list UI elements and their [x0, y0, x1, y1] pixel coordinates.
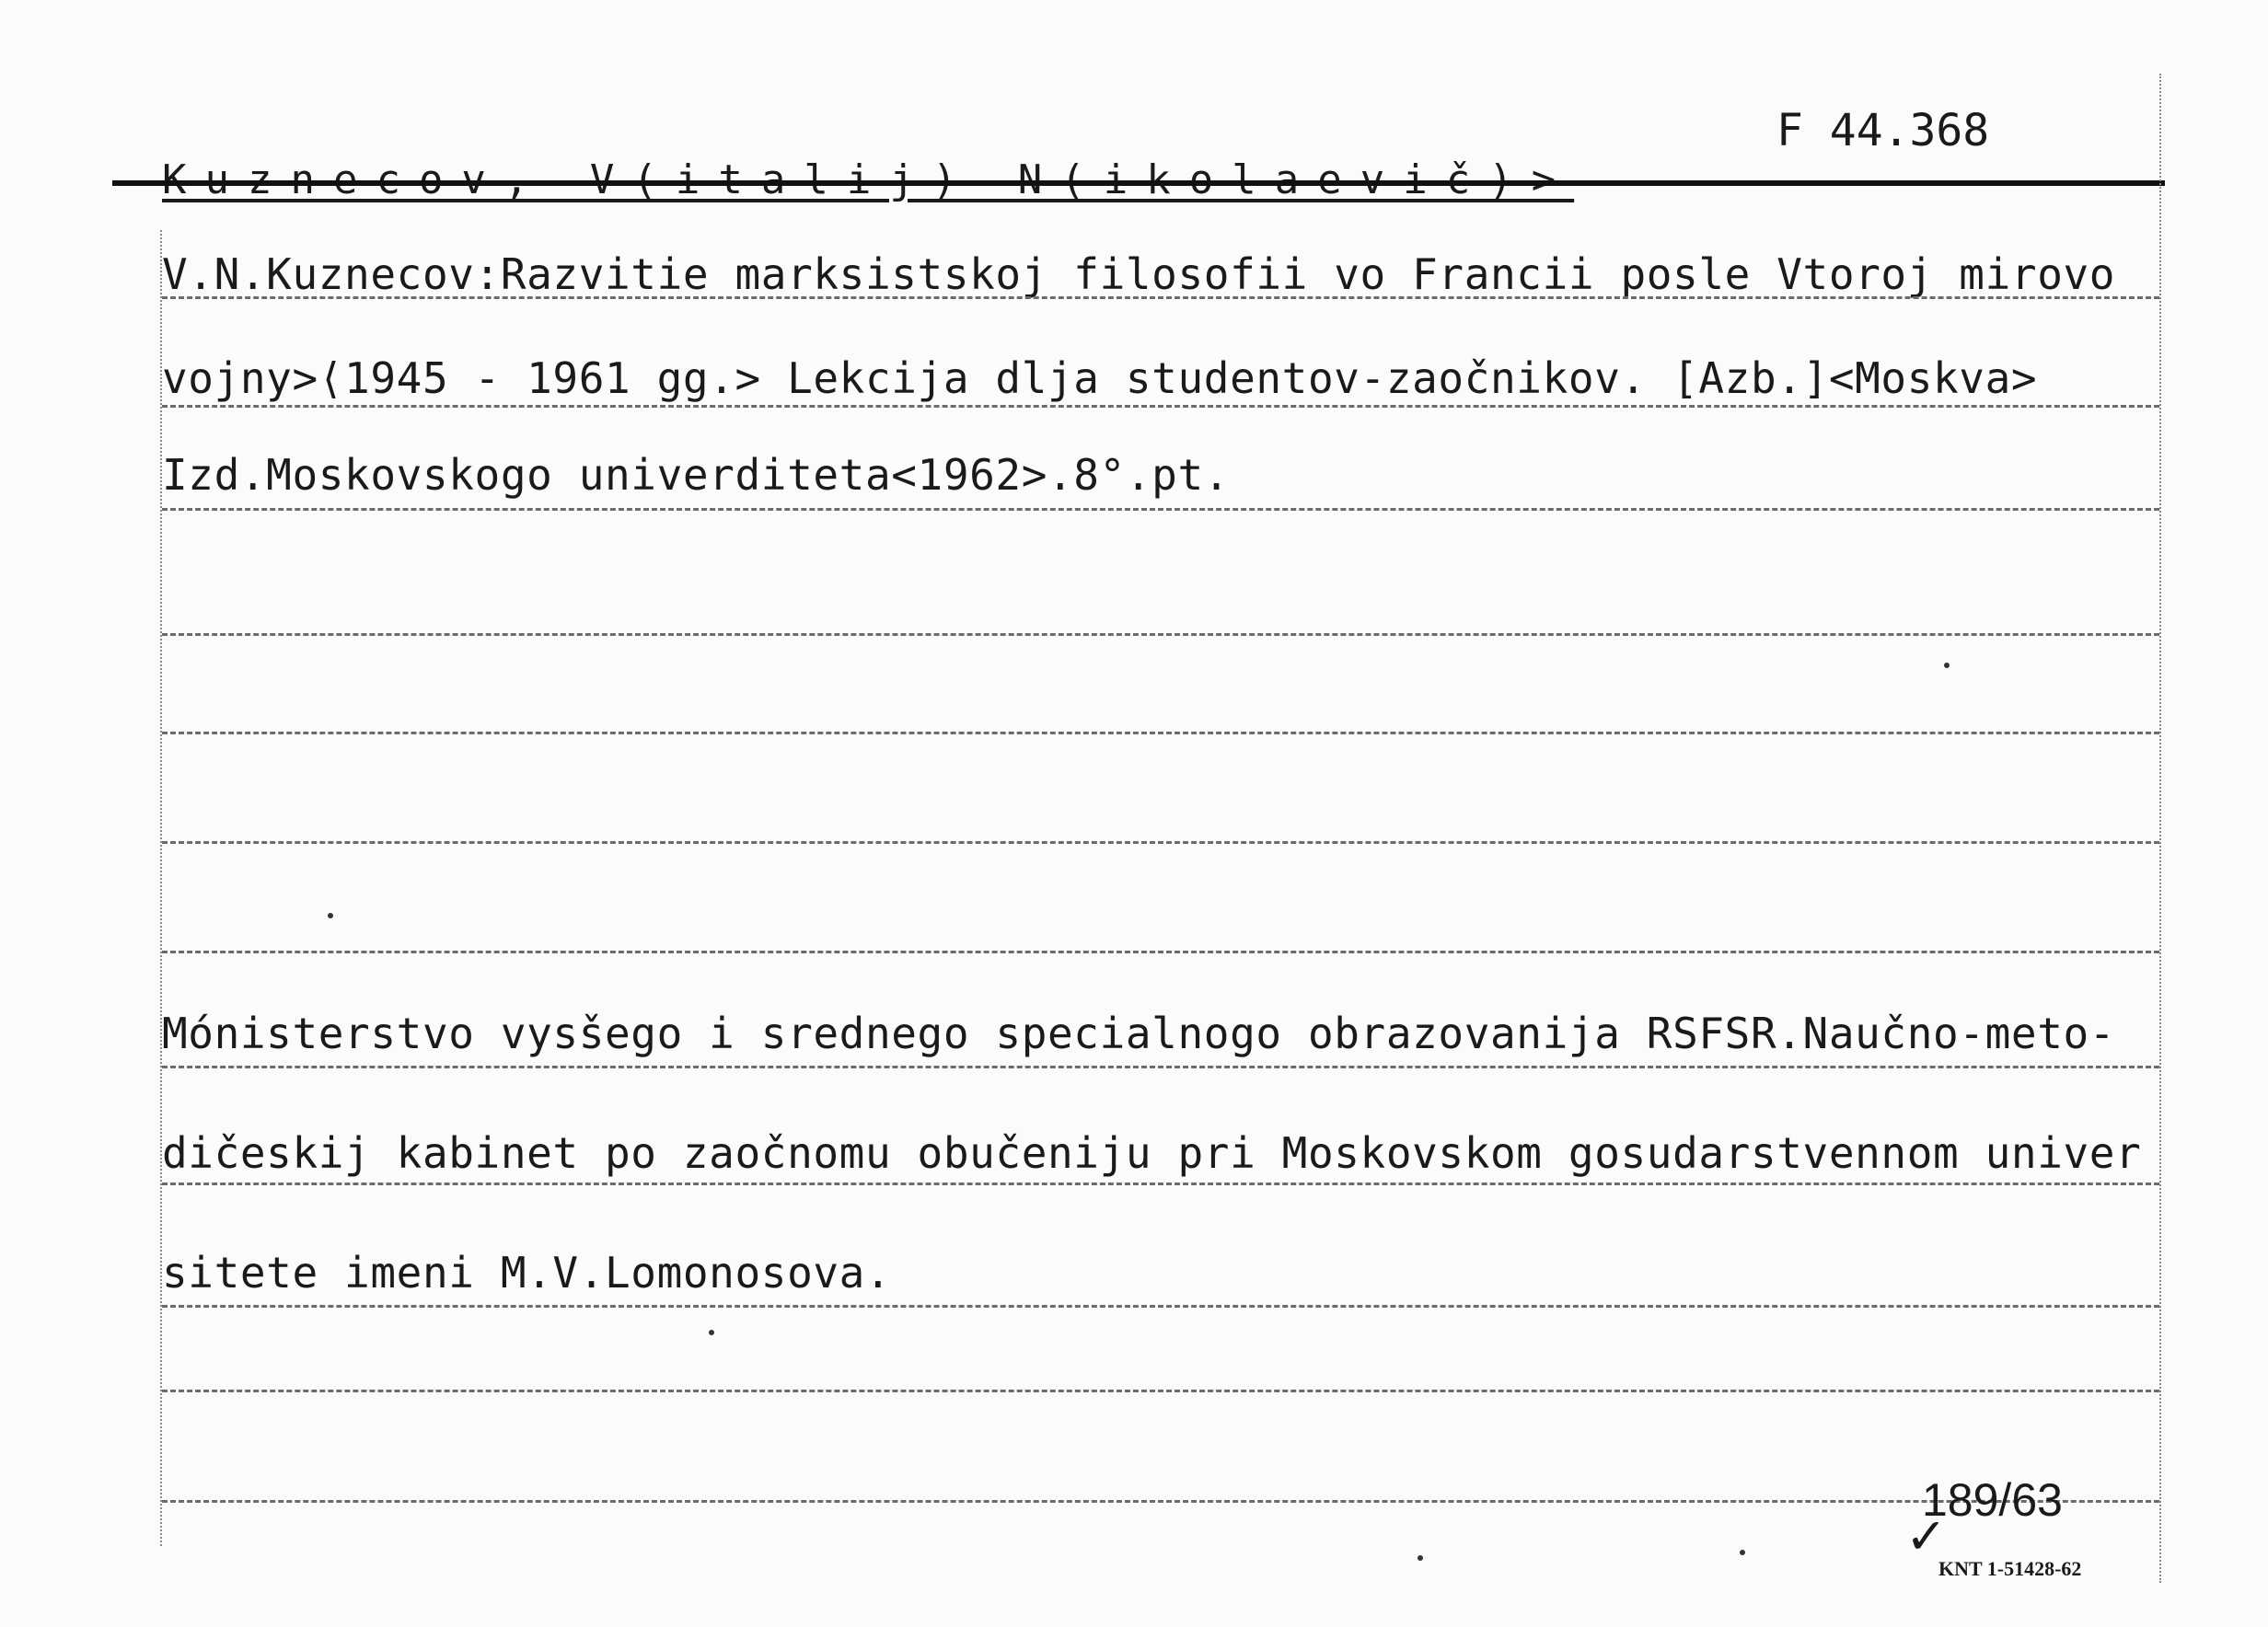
ruled-line — [162, 508, 2159, 511]
publisher-line-3: sitete imeni M.V.Lomonosova. — [162, 1248, 892, 1298]
body-line-2: vojny>⟨1945 - 1961 gg.> Lekcija dlja studentov-zaočnikov. [Azb.]<Moskva> — [162, 353, 2038, 403]
ink-speck — [709, 1330, 714, 1335]
ruled-line — [162, 841, 2159, 844]
ruled-line — [162, 633, 2159, 636]
ink-speck — [1418, 1555, 1423, 1561]
ruled-line — [162, 1066, 2159, 1068]
ruled-line — [162, 296, 2159, 299]
ruled-line — [162, 405, 2159, 408]
print-code: KNT 1-51428-62 — [1938, 1557, 2082, 1580]
publisher-line-1: Mónisterstvo vysšego i srednego specialnogo obrazovanija RSFSR.Naučno-meto- — [162, 1009, 2116, 1058]
accession-number: 189/63 — [1922, 1474, 2063, 1526]
body-line-3: Izd.Moskovskogo univerditeta<1962>.8°.pt. — [162, 450, 1231, 500]
check-mark-icon: ✓ — [1905, 1507, 1948, 1565]
ruled-line — [162, 1183, 2159, 1185]
ink-speck — [1944, 663, 1950, 668]
right-margin-dots — [2159, 74, 2161, 1583]
ink-speck — [328, 913, 333, 918]
ink-speck — [1740, 1550, 1745, 1555]
publisher-line-2: dičeskij kabinet po zaočnomu obučeniju pri Moskovskom gosudarstvennom univer — [162, 1128, 2142, 1178]
ruled-line — [162, 1390, 2159, 1392]
ruled-line — [162, 951, 2159, 953]
ruled-line — [162, 1500, 2159, 1503]
ruled-line — [162, 1305, 2159, 1308]
call-number: F 44.368 — [1776, 105, 1990, 156]
body-line-1: V.N.Kuznecov:Razvitie marksistskoj filosofii vo Francii posle Vtoroj mirovo — [162, 249, 2116, 299]
heading-rule — [112, 180, 2165, 186]
ruled-line — [162, 732, 2159, 734]
left-margin-dots — [160, 230, 162, 1546]
